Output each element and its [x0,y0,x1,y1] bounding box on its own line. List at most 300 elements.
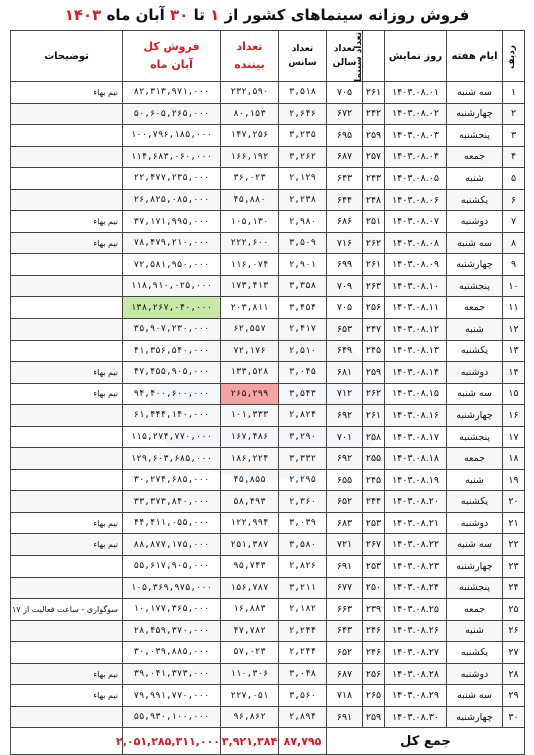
cinemas-cell: ۲۶۷ [363,534,385,556]
note-cell [11,469,123,491]
date-cell: ۱۴۰۳.۰۸.۱۸ [385,448,447,470]
sessions-cell: ۲,۵۱۰ [279,340,327,362]
note-cell [11,103,123,125]
table-header-row [11,31,525,82]
row-number: ۲۷ [503,642,525,664]
cinemas-cell: ۲۵۹ [363,125,385,147]
row-number: ۵ [503,168,525,190]
date-cell: ۱۴۰۳.۰۸.۲۴ [385,577,447,599]
cinemas-cell: ۲۴۵ [363,340,385,362]
weekday-cell: یکشنبه [447,491,503,513]
halls-cell: ۶۸۷ [327,663,363,685]
date-cell: ۱۴۰۳.۰۸.۰۲ [385,103,447,125]
halls-cell: ۷۰۵ [327,82,363,104]
date-cell: ۱۴۰۳.۰۸.۰۱ [385,82,447,104]
row-number: ۲۶ [503,620,525,642]
sessions-cell: ۲,۲۴۴ [279,642,327,664]
row-number: ۲۸ [503,663,525,685]
cinemas-cell: ۲۴۶ [363,642,385,664]
sales-cell: ۹۴,۴۰۰,۶۰۰,۰۰۰ [123,383,221,405]
title-to-day: ۳۰ [170,6,189,24]
sessions-cell: ۳,۲۱۱ [279,577,327,599]
note-cell [11,448,123,470]
row-number: ۱۲ [503,319,525,341]
cinemas-cell: ۲۴۴ [363,491,385,513]
weekday-cell: یکشنبه [447,642,503,664]
row-number: ۱۷ [503,426,525,448]
table-row [11,275,525,297]
table-row [11,340,525,362]
weekday-cell: چهارشنبه [447,405,503,427]
cinemas-cell: ۲۴۷ [363,319,385,341]
sales-cell: ۳۵,۹۰۷,۲۳۰,۰۰۰ [123,319,221,341]
weekday-cell: یکشنبه [447,340,503,362]
sales-cell: ۱۰۵,۳۶۹,۹۷۵,۰۰۰ [123,577,221,599]
note-cell [11,319,123,341]
date-cell: ۱۴۰۳.۰۸.۳۰ [385,706,447,728]
cinemas-cell: ۲۵۸ [363,426,385,448]
sessions-cell: ۲,۹۸۰ [279,211,327,233]
halls-cell: ۷۰۵ [327,297,363,319]
row-number: ۸ [503,232,525,254]
row-number: ۲۲ [503,534,525,556]
weekday-cell: پنجشنبه [447,275,503,297]
weekday-cell: سه شنبه [447,82,503,104]
halls-cell: ۶۷۷ [327,577,363,599]
row-number: ۱۵ [503,383,525,405]
sessions-cell: ۲,۱۲۹ [279,168,327,190]
viewers-cell: ۱۱۶,۰۷۴ [221,254,279,276]
sessions-cell: ۳,۳۳۲ [279,448,327,470]
weekday-cell: پنجشنبه [447,577,503,599]
total-viewers: ۳,۹۲۱,۳۸۴ [221,728,279,755]
weekday-cell: سه شنبه [447,383,503,405]
note-cell [11,642,123,664]
sales-cell: ۲۸,۴۵۹,۳۷۰,۰۰۰ [123,620,221,642]
sales-cell: ۱۱۸,۹۱۰,۰۲۵,۰۰۰ [123,275,221,297]
cinemas-cell: ۲۶۳ [363,275,385,297]
cinemas-cell: ۲۶۵ [363,685,385,707]
viewers-cell: ۲۲۲,۶۰۰ [221,232,279,254]
sales-cell: ۳۰,۲۷۴,۶۸۵,۰۰۰ [123,469,221,491]
cinemas-cell: ۲۶۲ [363,232,385,254]
sales-cell: ۴۱,۳۵۶,۵۴۰,۰۰۰ [123,340,221,362]
viewers-cell: ۴۵,۸۵۵ [221,469,279,491]
sales-cell: ۸۸,۸۷۷,۱۷۵,۰۰۰ [123,534,221,556]
table-row [11,556,525,578]
date-cell: ۱۴۰۳.۰۸.۱۵ [385,383,447,405]
sales-cell: ۲۲,۴۷۷,۲۳۵,۰۰۰ [123,168,221,190]
table-row [11,125,525,147]
table-row [11,211,525,233]
weekday-cell: پنجشنبه [447,125,503,147]
sales-cell: ۱۲۹,۶۰۳,۶۸۵,۰۰۰ [123,448,221,470]
halls-cell: ۶۴۳ [327,168,363,190]
date-cell: ۱۴۰۳.۰۸.۱۱ [385,297,447,319]
note-cell [11,405,123,427]
row-number: ۲۵ [503,599,525,621]
sessions-cell: ۳,۵۱۸ [279,82,327,104]
viewers-cell: ۱۴۷,۲۵۶ [221,125,279,147]
header-date: روز نمایش [385,31,447,82]
viewers-cell: ۱۷۳,۴۱۳ [221,275,279,297]
sales-cell: ۵۵,۶۱۷,۹۰۵,۰۰۰ [123,556,221,578]
weekday-cell: دوشنبه [447,512,503,534]
note-cell [11,297,123,319]
viewers-cell: ۲۲۷,۰۵۱ [221,685,279,707]
date-cell: ۱۴۰۳.۰۸.۱۳ [385,340,447,362]
cinemas-cell: ۲۵۶ [363,663,385,685]
note-cell: نیم بهاء [11,534,123,556]
weekday-cell: جمعه [447,599,503,621]
table-row [11,491,525,513]
cinemas-cell: ۲۶۱ [363,254,385,276]
sales-table [10,30,525,755]
sales-cell: ۷۹,۹۹۱,۷۷۰,۰۰۰ [123,685,221,707]
sessions-cell: ۲,۲۳۸ [279,189,327,211]
row-number: ۱۶ [503,405,525,427]
row-number: ۳۰ [503,706,525,728]
row-number: ۲۴ [503,577,525,599]
table-row [11,362,525,384]
sales-cell: ۵۵,۹۳۰,۱۰۰,۰۰۰ [123,706,221,728]
sessions-cell: ۳,۰۴۸ [279,663,327,685]
date-cell: ۱۴۰۳.۰۸.۰۳ [385,125,447,147]
sessions-cell: ۳,۵۸۰ [279,534,327,556]
sales-cell: ۷۲,۵۸۱,۹۵۰,۰۰۰ [123,254,221,276]
cinemas-cell: ۲۳۹ [363,599,385,621]
total-row [11,728,525,755]
weekday-cell: چهارشنبه [447,254,503,276]
sales-cell: ۳۰,۰۳۹,۸۸۵,۰۰۰ [123,642,221,664]
sessions-cell: ۲,۸۲۶ [279,556,327,578]
viewers-cell: ۱۰۱,۳۳۳ [221,405,279,427]
halls-cell: ۷۰۹ [327,275,363,297]
sales-cell: ۱۳۸,۲۶۷,۰۴۰,۰۰۰ [123,297,221,319]
sessions-cell: ۳,۵۴۳ [279,383,327,405]
cinemas-cell: ۲۵۹ [363,706,385,728]
sessions-cell: ۲,۳۶۰ [279,491,327,513]
table-row [11,663,525,685]
sales-cell: ۱۱۵,۲۷۴,۷۷۰,۰۰۰ [123,426,221,448]
header-row-no: ردیف [503,31,525,82]
viewers-cell: ۱۸۶,۲۲۴ [221,448,279,470]
header-weekday: ایام هفته [447,31,503,82]
sales-cell: ۱۱۴,۶۸۳,۰۶۰,۰۰۰ [123,146,221,168]
date-cell: ۱۴۰۳.۰۸.۰۶ [385,189,447,211]
table-row [11,534,525,556]
sales-cell: ۳۷,۱۷۱,۹۹۵,۰۰۰ [123,211,221,233]
note-cell [11,254,123,276]
note-cell [11,577,123,599]
table-row [11,405,525,427]
viewers-cell: ۷۲,۱۷۶ [221,340,279,362]
halls-cell: ۶۵۳ [327,319,363,341]
title-month: آبان ماه [106,6,165,24]
halls-cell: ۶۹۹ [327,254,363,276]
title-from-day: ۱ [210,6,220,24]
note-cell [11,168,123,190]
sessions-cell: ۲,۸۲۴ [279,405,327,427]
viewers-cell: ۱۶۷,۴۸۶ [221,426,279,448]
date-cell: ۱۴۰۳.۰۸.۲۵ [385,599,447,621]
note-cell: سوگواری - ساعت فعالیت از ۱۷ [11,599,123,621]
note-cell [11,491,123,513]
date-cell: ۱۴۰۳.۰۸.۰۵ [385,168,447,190]
halls-cell: ۶۶۳ [327,599,363,621]
table-row [11,254,525,276]
table-row [11,426,525,448]
date-cell: ۱۴۰۳.۰۸.۱۰ [385,275,447,297]
viewers-cell: ۴۵,۸۸۰ [221,189,279,211]
header-sales: فروش کل آبان ماه [123,31,221,82]
halls-cell: ۶۸۱ [327,362,363,384]
viewers-cell: ۲۰۳,۸۱۱ [221,297,279,319]
total-sessions: ۸۷,۷۹۵ [279,728,327,755]
viewers-cell: ۶۲,۵۵۷ [221,319,279,341]
note-cell: نیم بهاء [11,685,123,707]
sales-cell: ۵۰,۶۰۵,۲۶۵,۰۰۰ [123,103,221,125]
date-cell: ۱۴۰۳.۰۸.۲۸ [385,663,447,685]
note-cell [11,189,123,211]
total-label: جمع کل [327,728,525,755]
note-cell [11,706,123,728]
header-sessions: تعداد سانس [279,31,327,82]
table-row [11,383,525,405]
sales-cell: ۸۲,۳۱۳,۹۷۱,۰۰۰ [123,82,221,104]
viewers-cell: ۹۶,۸۶۲ [221,706,279,728]
note-cell [11,275,123,297]
viewers-cell: ۲۵۱,۳۸۷ [221,534,279,556]
total-sales: ۲,۰۵۱,۲۸۵,۳۱۱,۰۰۰ [123,728,221,755]
row-number: ۲۱ [503,512,525,534]
row-number: ۱۱ [503,297,525,319]
date-cell: ۱۴۰۳.۰۸.۰۷ [385,211,447,233]
halls-cell: ۶۹۱ [327,556,363,578]
note-cell: نیم بهاء [11,232,123,254]
halls-cell: ۷۱۸ [327,685,363,707]
sales-cell: ۳۹,۰۴۱,۳۷۳,۰۰۰ [123,663,221,685]
row-number: ۹ [503,254,525,276]
table-row [11,232,525,254]
title-text: فروش روزانه سینماهای کشور از [224,6,470,24]
table-row [11,103,525,125]
row-number: ۴ [503,146,525,168]
header-viewers: تعداد بیننده [221,31,279,82]
sales-cell: ۴۴,۴۱۱,۰۵۵,۰۰۰ [123,512,221,534]
date-cell: ۱۴۰۳.۰۸.۱۹ [385,469,447,491]
sales-cell: ۲۶,۸۲۵,۰۸۵,۰۰۰ [123,189,221,211]
date-cell: ۱۴۰۳.۰۸.۰۴ [385,146,447,168]
note-cell: نیم بهاء [11,211,123,233]
note-cell [11,426,123,448]
sessions-cell: ۲,۶۴۶ [279,103,327,125]
cinemas-cell: ۲۵۷ [363,146,385,168]
viewers-cell: ۱۲۲,۹۹۴ [221,512,279,534]
table-row [11,642,525,664]
sessions-cell: ۲,۴۱۷ [279,319,327,341]
halls-cell: ۶۷۲ [327,103,363,125]
cinemas-cell: ۲۵۹ [363,362,385,384]
viewers-cell: ۲۶۵,۲۹۹ [221,383,279,405]
row-number: ۱۰ [503,275,525,297]
cinemas-cell: ۲۴۳ [363,168,385,190]
cinemas-cell: ۲۶۱ [363,405,385,427]
row-number: ۳ [503,125,525,147]
sessions-cell: ۳,۵۰۹ [279,232,327,254]
sessions-cell: ۳,۴۵۴ [279,297,327,319]
note-cell [11,556,123,578]
cinemas-cell: ۲۵۳ [363,512,385,534]
viewers-cell: ۵۸,۴۹۳ [221,491,279,513]
weekday-cell: یکشنبه [447,189,503,211]
row-number: ۱۳ [503,340,525,362]
date-cell: ۱۴۰۳.۰۸.۱۷ [385,426,447,448]
date-cell: ۱۴۰۳.۰۸.۲۹ [385,685,447,707]
sessions-cell: ۳,۲۹۰ [279,426,327,448]
note-cell [11,340,123,362]
halls-cell: ۷۱۶ [327,232,363,254]
halls-cell: ۶۸۳ [327,512,363,534]
halls-cell: ۷۱۲ [327,383,363,405]
header-halls: تعداد سالن [327,31,363,82]
halls-cell: ۷۰۱ [327,426,363,448]
date-cell: ۱۴۰۳.۰۸.۲۲ [385,534,447,556]
weekday-cell: دوشنبه [447,362,503,384]
sessions-cell: ۲,۹۰۱ [279,254,327,276]
title-year: ۱۴۰۳ [64,6,102,24]
date-cell: ۱۴۰۳.۰۸.۲۳ [385,556,447,578]
date-cell: ۱۴۰۳.۰۸.۰۹ [385,254,447,276]
weekday-cell: چهارشنبه [447,103,503,125]
title-mid: تا [193,6,205,24]
halls-cell: ۶۴۹ [327,340,363,362]
weekday-cell: جمعه [447,146,503,168]
halls-cell: ۶۹۵ [327,125,363,147]
row-number: ۷ [503,211,525,233]
viewers-cell: ۱۶,۸۸۳ [221,599,279,621]
date-cell: ۱۴۰۳.۰۸.۱۲ [385,319,447,341]
sales-cell: ۱۰۰,۷۹۶,۱۸۵,۰۰۰ [123,125,221,147]
cinemas-cell: ۲۴۶ [363,620,385,642]
sales-cell: ۴۷,۴۵۵,۹۰۵,۰۰۰ [123,362,221,384]
halls-cell: ۶۸۷ [327,146,363,168]
table-row [11,620,525,642]
report-title [0,2,534,28]
table-row [11,512,525,534]
sessions-cell: ۳,۳۵۸ [279,275,327,297]
date-cell: ۱۴۰۳.۰۸.۰۸ [385,232,447,254]
viewers-cell: ۱۳۳,۵۲۸ [221,362,279,384]
total-notes [11,728,123,755]
viewers-cell: ۹۵,۷۴۳ [221,556,279,578]
date-cell: ۱۴۰۳.۰۸.۲۱ [385,512,447,534]
table-row [11,577,525,599]
viewers-cell: ۱۵۶,۷۸۷ [221,577,279,599]
table-row [11,146,525,168]
table-row [11,448,525,470]
cinemas-cell: ۲۶۱ [363,82,385,104]
viewers-cell: ۳۶,۰۲۳ [221,168,279,190]
date-cell: ۱۴۰۳.۰۸.۱۶ [385,405,447,427]
sales-cell: ۳۳,۳۷۳,۸۴۰,۰۰۰ [123,491,221,513]
row-number: ۶ [503,189,525,211]
halls-cell: ۶۹۲ [327,405,363,427]
table-row [11,319,525,341]
row-number: ۲ [503,103,525,125]
viewers-cell: ۱۰۵,۱۳۰ [221,211,279,233]
date-cell: ۱۴۰۳.۰۸.۱۴ [385,362,447,384]
table-row [11,297,525,319]
weekday-cell: دوشنبه [447,663,503,685]
sales-cell: ۷۸,۴۷۹,۲۱۰,۰۰۰ [123,232,221,254]
row-number: ۲۰ [503,491,525,513]
viewers-cell: ۱۶۶,۱۹۲ [221,146,279,168]
sessions-cell: ۳,۰۳۹ [279,512,327,534]
halls-cell: ۶۹۱ [327,706,363,728]
halls-cell: ۶۴۴ [327,189,363,211]
date-cell: ۱۴۰۳.۰۸.۲۷ [385,642,447,664]
table-row [11,189,525,211]
halls-cell: ۶۹۲ [327,448,363,470]
cinemas-cell: ۲۵۶ [363,297,385,319]
halls-cell: ۶۵۲ [327,642,363,664]
table-row [11,706,525,728]
viewers-cell: ۴۷,۷۸۲ [221,620,279,642]
note-cell: نیم بهاء [11,362,123,384]
weekday-cell: شنبه [447,319,503,341]
weekday-cell: دوشنبه [447,211,503,233]
row-number: ۱۸ [503,448,525,470]
weekday-cell: سه شنبه [447,232,503,254]
cinemas-cell: ۲۵۱ [363,211,385,233]
cinemas-cell: ۲۵۵ [363,448,385,470]
viewers-cell: ۸۰,۱۵۳ [221,103,279,125]
note-cell: نیم بهاء [11,663,123,685]
halls-cell: ۶۵۵ [327,469,363,491]
weekday-cell: شنبه [447,620,503,642]
note-cell [11,620,123,642]
row-number: ۲۹ [503,685,525,707]
header-notes: توضیحات [11,31,123,82]
row-number: ۱۴ [503,362,525,384]
cinemas-cell: ۲۴۵ [363,469,385,491]
weekday-cell: چهارشنبه [447,706,503,728]
sessions-cell: ۳,۲۳۵ [279,125,327,147]
table-row [11,168,525,190]
header-cinemas: تعداد سینما [363,31,385,82]
halls-cell: ۶۸۶ [327,211,363,233]
halls-cell: ۶۴۳ [327,620,363,642]
sessions-cell: ۲,۲۴۴ [279,620,327,642]
halls-cell: ۷۲۱ [327,534,363,556]
sessions-cell: ۳,۲۶۲ [279,146,327,168]
row-number: ۱۹ [503,469,525,491]
row-number: ۲۳ [503,556,525,578]
viewers-cell: ۱۱۰,۳۰۶ [221,663,279,685]
sales-cell: ۱۰,۱۷۷,۳۶۵,۰۰۰ [123,599,221,621]
cinemas-cell: ۲۴۸ [363,189,385,211]
sessions-cell: ۳,۵۶۰ [279,685,327,707]
weekday-cell: شنبه [447,469,503,491]
date-cell: ۱۴۰۳.۰۸.۲۰ [385,491,447,513]
weekday-cell: سه شنبه [447,534,503,556]
cinemas-cell: ۲۵۳ [363,556,385,578]
halls-cell: ۶۵۲ [327,491,363,513]
row-number: ۱ [503,82,525,104]
cinemas-cell: ۲۴۲ [363,103,385,125]
sessions-cell: ۲,۲۹۵ [279,469,327,491]
